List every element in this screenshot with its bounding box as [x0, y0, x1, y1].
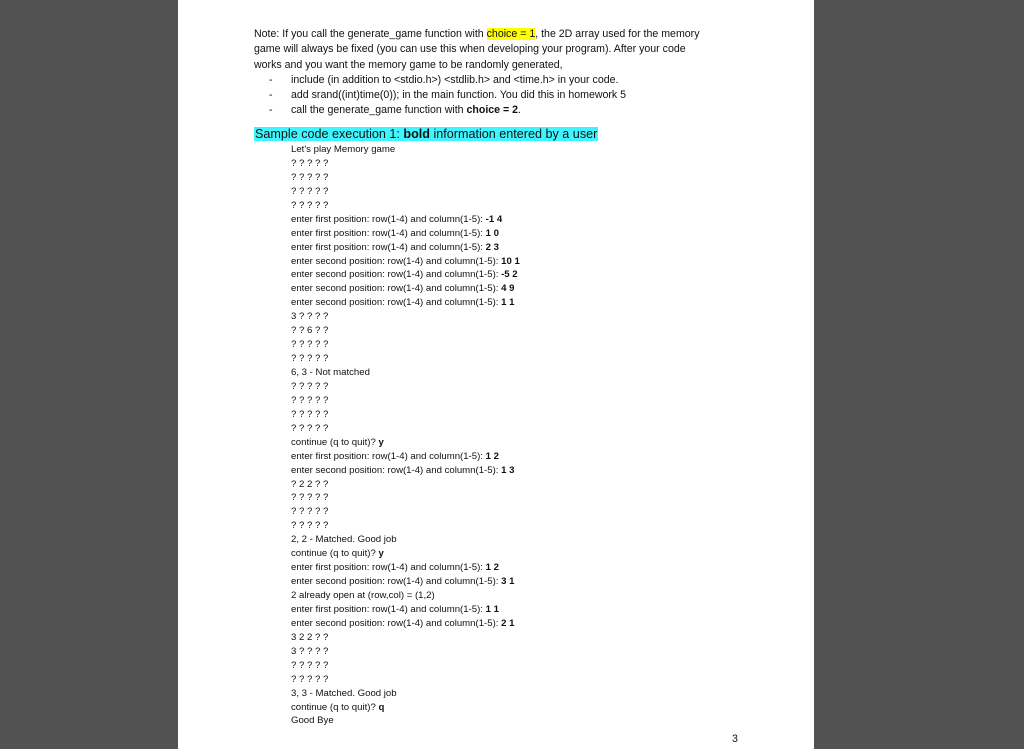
- output-text: ? ? ? ? ?: [291, 659, 329, 671]
- output-line: [291, 143, 520, 157]
- heading-text: information entered by a user: [430, 127, 598, 141]
- output-text: Good Bye: [291, 715, 334, 727]
- output-line: [291, 561, 520, 575]
- output-text: enter second position: row(1-4) and column(1-5):: [291, 297, 502, 309]
- output-text: ? ? 6 ? ?: [291, 325, 329, 337]
- output-text: enter first position: row(1-4) and column(1-5):: [291, 562, 486, 574]
- heading-bold-text: bold: [403, 127, 430, 141]
- output-text: ? ? ? ? ?: [291, 422, 329, 434]
- output-line: [291, 199, 520, 213]
- output-text: ? ? ? ? ?: [291, 353, 329, 365]
- output-text: ? 2 2 ? ?: [291, 478, 329, 490]
- list-item: [254, 73, 754, 88]
- note-paragraph: [254, 27, 754, 119]
- output-line: [291, 589, 520, 603]
- highlighted-choice-text: choice = 1: [486, 28, 536, 40]
- section-heading-highlight: [254, 127, 598, 141]
- output-line: [291, 436, 520, 450]
- user-input: 1 2: [485, 450, 499, 462]
- output-line: [291, 352, 520, 366]
- user-input: 1 1: [485, 603, 499, 615]
- output-text: ? ? ? ? ?: [291, 492, 329, 504]
- output-text: continue (q to quit)?: [291, 436, 379, 448]
- output-text: ? ? ? ? ?: [291, 408, 329, 420]
- output-text: enter first position: row(1-4) and column(1-5):: [291, 450, 486, 462]
- output-line: [291, 157, 520, 171]
- list-item-text: include (in addition to <stdio.h>) <stdlib.h> and <time.h> in your code.: [291, 73, 619, 86]
- output-line: [291, 519, 520, 533]
- output-line: [291, 714, 520, 728]
- output-text: enter second position: row(1-4) and column(1-5):: [291, 617, 502, 629]
- instruction-list: [254, 73, 754, 119]
- output-line: [291, 450, 520, 464]
- dash-bullet: -: [269, 89, 273, 102]
- note-text: Note: If you call the generate_game function with: [254, 28, 487, 40]
- output-line: [291, 171, 520, 185]
- output-line: [291, 380, 520, 394]
- note-line-3: works and you want the memory game to be randomly generated,: [254, 58, 563, 71]
- user-input: 2 3: [485, 241, 499, 253]
- user-input: 2 1: [501, 617, 515, 629]
- output-line: [291, 338, 520, 352]
- output-text: continue (q to quit)?: [291, 701, 379, 713]
- output-line: [291, 185, 520, 199]
- user-input: q: [378, 701, 385, 713]
- list-item-text: .: [518, 104, 521, 117]
- output-line: [291, 255, 520, 269]
- output-line: [291, 603, 520, 617]
- output-text: ? ? ? ? ?: [291, 339, 329, 351]
- user-input: -1 4: [485, 213, 503, 225]
- output-line: [291, 491, 520, 505]
- user-input: 4 9: [501, 283, 515, 295]
- output-line: [291, 505, 520, 519]
- output-line: [291, 575, 520, 589]
- output-line: [291, 394, 520, 408]
- output-line: [291, 617, 520, 631]
- output-line: [291, 687, 520, 701]
- output-line: [291, 268, 520, 282]
- sample-execution-output: [291, 143, 520, 728]
- output-line: [291, 631, 520, 645]
- note-text: , the 2D array used for the memory: [535, 28, 700, 40]
- output-text: 3 ? ? ? ?: [291, 645, 329, 657]
- user-input: -5 2: [501, 269, 518, 281]
- output-line: [291, 547, 520, 561]
- output-line: [291, 241, 520, 255]
- output-text: 3, 3 - Matched. Good job: [291, 687, 397, 699]
- output-line: [291, 673, 520, 687]
- output-text: continue (q to quit)?: [291, 548, 379, 560]
- output-text: 3 ? ? ? ?: [291, 311, 329, 323]
- output-text: ? ? ? ? ?: [291, 506, 329, 518]
- output-line: [291, 213, 520, 227]
- output-text: enter first position: row(1-4) and column(1-5):: [291, 241, 486, 253]
- user-input: 1 3: [501, 464, 515, 476]
- dash-bullet: -: [269, 73, 273, 86]
- output-text: enter first position: row(1-4) and column(1-5):: [291, 227, 486, 239]
- output-text: enter second position: row(1-4) and column(1-5):: [291, 269, 502, 281]
- output-text: enter first position: row(1-4) and column(1-5):: [291, 213, 486, 225]
- output-text: 6, 3 - Not matched: [291, 367, 370, 378]
- user-input: 1 2: [485, 562, 499, 574]
- output-text: ? ? ? ? ?: [291, 171, 329, 183]
- output-text: enter second position: row(1-4) and column(1-5):: [291, 576, 502, 588]
- user-input: 1 0: [485, 227, 499, 239]
- output-text: ? ? ? ? ?: [291, 380, 329, 392]
- output-text: enter first position: row(1-4) and column(1-5):: [291, 603, 486, 615]
- document-page: [178, 0, 814, 749]
- output-text: Let's play Memory game: [291, 144, 396, 155]
- output-line: [291, 310, 520, 324]
- list-item: [254, 88, 754, 103]
- output-text: ? ? ? ? ?: [291, 520, 329, 532]
- output-line: [291, 659, 520, 673]
- output-line: [291, 645, 520, 659]
- output-line: [291, 422, 520, 436]
- user-input: y: [378, 548, 384, 560]
- output-line: [291, 408, 520, 422]
- dash-bullet: -: [269, 104, 273, 117]
- output-line: [291, 227, 520, 241]
- output-line: [291, 478, 520, 492]
- heading-text: Sample code execution 1:: [255, 127, 404, 141]
- section-heading: [254, 126, 598, 142]
- output-line: [291, 464, 520, 478]
- output-line: [291, 296, 520, 310]
- output-text: ? ? ? ? ?: [291, 673, 329, 685]
- note-line-2: game will always be fixed (you can use this when developing your program). After your code: [254, 43, 686, 56]
- output-line: [291, 282, 520, 296]
- user-input: 10 1: [501, 255, 520, 267]
- output-line: [291, 366, 520, 380]
- output-line: [291, 701, 520, 715]
- output-text: enter second position: row(1-4) and column(1-5):: [291, 464, 502, 476]
- list-item-bold-text: choice = 2: [466, 104, 519, 117]
- page-number: 3: [732, 733, 738, 745]
- output-text: 3 2 2 ? ?: [291, 631, 329, 643]
- output-line: [291, 533, 520, 547]
- list-item-text: add srand((int)time(0)); in the main function. You did this in homework 5: [291, 89, 627, 102]
- note-line-1: [254, 27, 754, 42]
- list-item-text: call the generate_game function with: [291, 104, 467, 117]
- user-input: 3 1: [501, 576, 515, 588]
- output-text: ? ? ? ? ?: [291, 199, 329, 211]
- list-item: [254, 103, 754, 118]
- output-text: 2, 2 - Matched. Good job: [291, 534, 397, 546]
- output-text: enter second position: row(1-4) and column(1-5):: [291, 255, 502, 267]
- user-input: y: [378, 436, 384, 448]
- output-text: ? ? ? ? ?: [291, 157, 329, 169]
- output-text: 2 already open at (row,col) = (1,2): [291, 590, 435, 601]
- output-text: enter second position: row(1-4) and column(1-5):: [291, 283, 502, 295]
- output-text: ? ? ? ? ?: [291, 394, 329, 406]
- output-line: [291, 324, 520, 338]
- user-input: 1 1: [501, 297, 515, 309]
- output-text: ? ? ? ? ?: [291, 185, 329, 197]
